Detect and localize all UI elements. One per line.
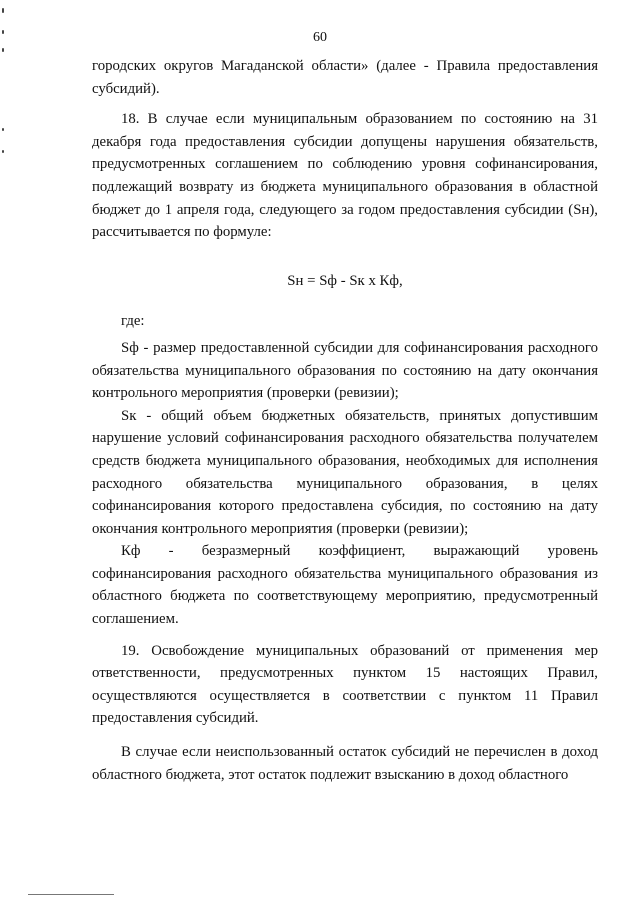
scan-mark (2, 150, 4, 153)
scan-mark (2, 48, 4, 52)
paragraph-19: 19. Освобождение муниципальных образований от применения мер ответственности, предусмотренных пунктом 15 настоящих Правил, осуществляются осуществляется в соответствии с пунктом 11 Правил предоставления субсидий. (92, 642, 598, 727)
footer-rule (28, 894, 114, 895)
formula: Sн = Sф - Sк x Кф, (287, 272, 403, 289)
document-body (92, 55, 598, 786)
scan-mark (2, 8, 4, 13)
where-label: где: (121, 313, 145, 330)
definition-sk: Sк - общий объем бюджетных обязательств, принятых допустившим нарушение условий софинансирования расходного обязательства получателем средств бюджета муниципального образования, необходимых для исполнения расходного обязательства муниципального образования, в целях софинансирования которого предоставлена субсидия, по состоянию на дату окончания контрольного мероприятия (проверки (ревизии); (92, 407, 598, 537)
paragraph-continuation: городских округов Магаданской области» (далее - Правила предоставления субсидий). (92, 58, 598, 97)
definition-sf: Sф - размер предоставленной субсидии для софинансирования расходного обязательства муниципального образования по состоянию на дату окончания контрольного мероприятия (проверки (ревизии); (92, 339, 598, 402)
paragraph-18: 18. В случае если муниципальным образованием по состоянию на 31 декабря года предоставления субсидии допущены нарушения обязательств, предусмотренных соглашением по соблюдению уровня софинансирования, подлежащий возврату из бюджета муниципального образования в областной бюджет до 1 апреля года, следующего за годом предоставления субсидии (Sн), рассчитывается по формуле: (92, 111, 598, 241)
definition-kf: Кф - безразмерный коэффициент, выражающий уровень софинансирования расходного обязательства муниципального образования из областного бюджета по соответствующему мероприятию, предусмотренный соглашением. (92, 543, 598, 628)
page-number: 60 (313, 30, 327, 45)
paragraph-unused-remainder: В случае если неиспользованный остаток субсидий не перечислен в доход областного бюджета, этот остаток подлежит взысканию в доход областного (92, 744, 598, 783)
scan-mark (2, 128, 4, 131)
